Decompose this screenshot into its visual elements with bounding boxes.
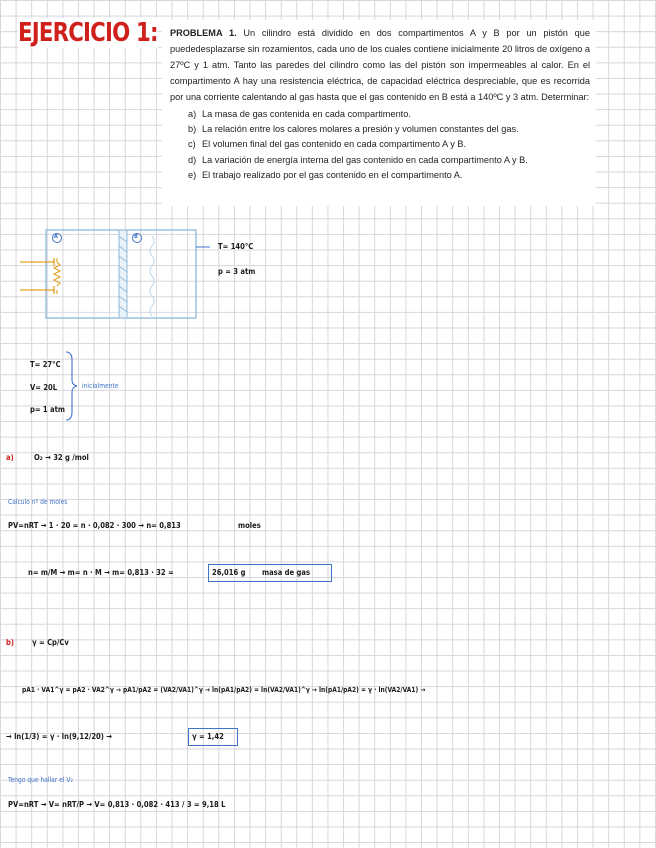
part-a-marker: a) [6,453,14,462]
problem-body: Un cilindro está dividido en dos compartimentos A y B por un pistón que puededesplazarse sin rozamientos, cada uno de los cuales contiene inicialmente 20 litros de oxígeno a 27ºC y 1 atm. Tanto las paredes del cilindro como las del pistón son impermeables al calor. En el compartimento A hay una resistencia eléctrica, de capacidad eléctrica despreciable, que es recorrida por una corriente calentando al gas hasta que el gas contenido en B está a 140ºC y 3 atm. Determinar: [170,28,590,102]
part-a-result-label: masa de gas [262,568,311,577]
problem-label: PROBLEMA 1. [170,28,237,38]
question-text: La variación de energía interna del gas contenido en cada compartimento A y B. [202,154,528,165]
moles-heading: Calculo nº de moles [8,498,68,506]
question-letter: e) [188,170,197,181]
part-b-marker: b) [6,638,14,647]
question-text: El volumen final del gas contenido en cada compartimento A y B. [202,139,467,150]
question-text: La relación entre los calores molares a presión y volumen constantes del gas. [202,123,519,134]
compartment-b-label: B [134,233,138,240]
question-text: El trabajo realizado por el gas contenido en el compartimento A. [202,170,463,181]
question-letter: c) [188,139,196,150]
question-text: La masa de gas contenida en cada compartimento. [202,108,411,119]
exercise-title: EJERCICIO 1: [18,18,158,48]
molar-mass: O₂ → 32 g /mol [34,453,89,462]
question-letter: b) [188,123,197,134]
volume-heading: Tengo que hallar el V₂ [8,776,73,784]
part-b-result: γ = 1,42 [192,732,224,741]
initial-pressure: p= 1 atm [30,405,65,414]
initial-note: inicialmente [82,382,119,390]
question-letter: d) [188,154,197,165]
compartment-a-label: A [54,233,58,240]
part-b-equation-1: pA1 · VA1^γ = pA2 · VA2^γ → pA1/pA2 = (VA2/VA1)^γ → ln(pA1/pA2) = ln(VA2/VA1)^γ → ln(pA1/pA2) = γ · ln(VA2/VA1) → [22,686,426,694]
moles-unit: moles [238,521,261,530]
initial-temperature: T= 27°C [30,360,61,369]
part-b-equation-2: → ln(1/3) = γ · ln(9,12/20) → [6,732,112,741]
final-temperature: T= 140°C [218,242,254,251]
part-a-result: 26,016 g [212,568,246,577]
gamma-definition: γ = Cp/Cv [32,638,69,647]
final-pressure: p = 3 atm [218,267,256,276]
part-b-equation-3: PV=nRT → V= nRT/P → V= 0,813 · 0,082 · 413 / 3 = 9,18 L [8,800,226,809]
part-a-equation-1: PV=nRT → 1 · 20 = n · 0,082 · 300 → n= 0,813 [8,521,181,530]
initial-volume: V= 20L [30,383,58,392]
part-a-equation-2: n= m/M → m= n · M → m= 0,813 · 32 = [28,568,174,577]
question-letter: a) [188,108,197,119]
